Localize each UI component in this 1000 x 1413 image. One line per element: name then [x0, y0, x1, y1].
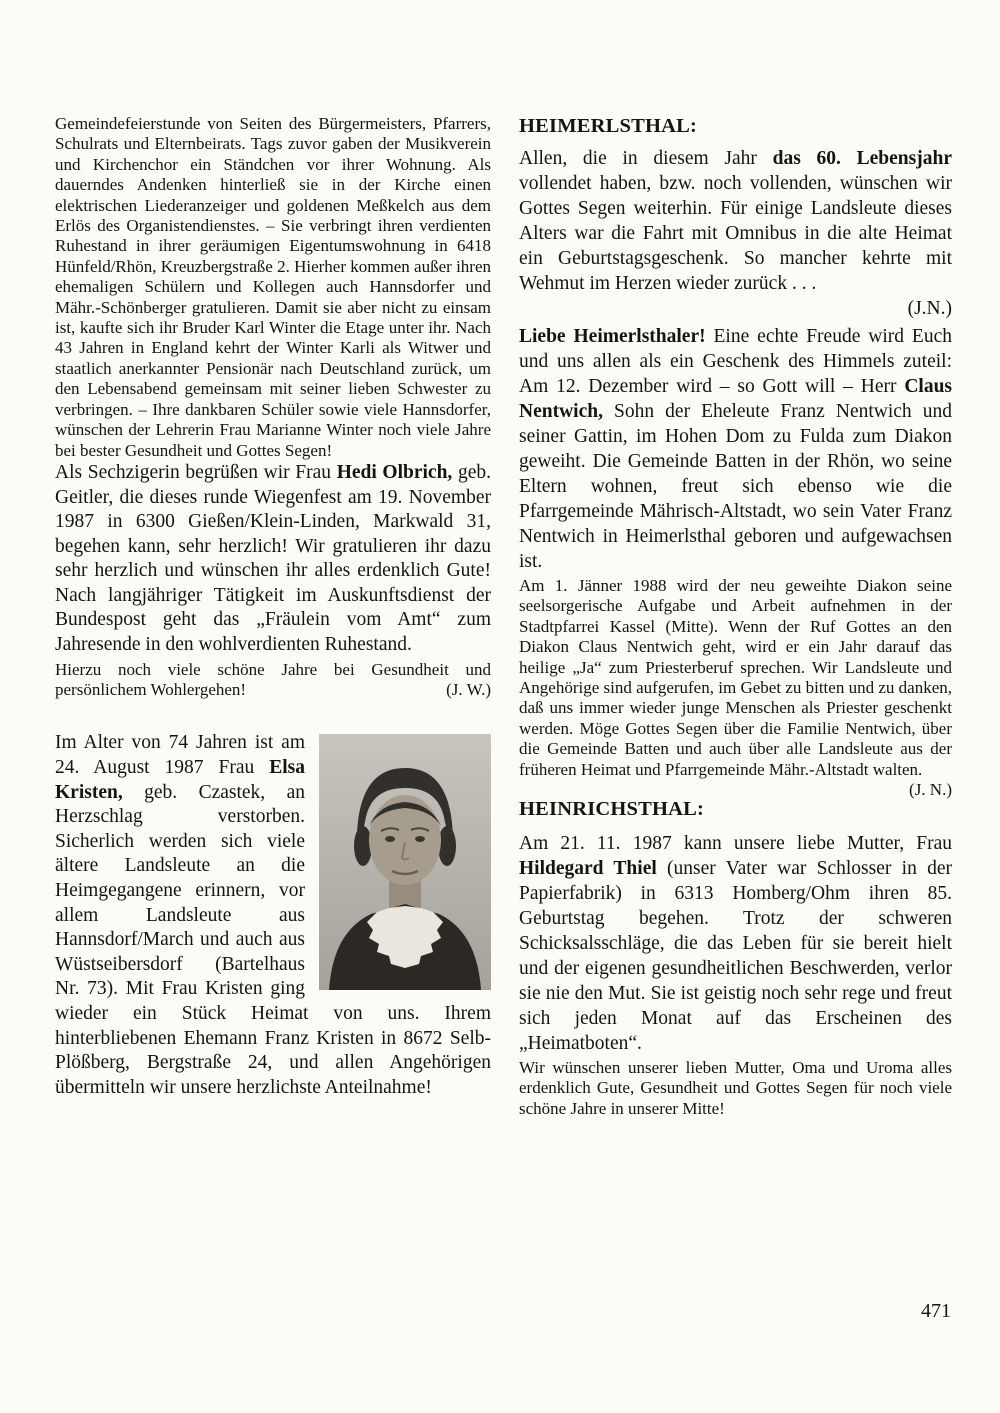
author-initials-jn-2: (J. N.)	[909, 780, 952, 800]
author-initials-line	[519, 296, 952, 321]
right-column	[519, 114, 952, 1119]
paragraph-marianne-winter	[55, 114, 491, 461]
text-run: Hierzu noch viele schöne Jahre bei Gesundheit und persönlichem Wohlergehen!	[55, 659, 491, 700]
text-run: Im Alter von 74 Jahren ist am 24. August 1987 Frau	[55, 732, 305, 779]
paragraph-hedi-olbrich	[55, 461, 491, 658]
page-number: 471	[921, 1300, 951, 1322]
bold-name-hedi-olbrich: Hedi Olbrich,	[336, 461, 453, 483]
text-run: Als Sechzigerin begrüßen wir Frau	[55, 461, 337, 483]
obituary-elsa-kristen	[55, 731, 491, 1100]
text-run: Eine echte Freude wird Euch und uns allen als ein Geschenk des Himmels zuteil: Am 12. Dezember wird – so Gott will – Herr	[519, 326, 952, 397]
section-heading-heinrichsthal: HEINRICHSTHAL:	[519, 798, 705, 821]
paragraph-nentwich	[519, 324, 952, 574]
paragraph-olbrich-wishes	[55, 660, 491, 701]
text-run: Wir wünschen unserer lieben Mutter, Oma und Uroma alles erdenklich Gute, Gesundheit und Gottes Segen für noch viele schöne Jahre in unserer Mitte!	[519, 1058, 952, 1118]
paragraph-nentwich-small	[519, 576, 952, 800]
text-run: Sohn der Eheleute Franz Nentwich und seiner Gattin, im Hohen Dom zu Fulda zum Diakon geweiht. Die Gemeinde Batten in der Rhön, wo seine Eltern wohnen, freut sich ebenso wie die Pfarrgemeinde Mährisch-Altstadt, wo sein Vater Franz Nentwich in Heimerlsthal geboren und aufgewachsen ist.	[519, 401, 952, 572]
left-column	[55, 114, 491, 1119]
bold-name-hildegard-thiel: Hildegard Thiel	[519, 858, 657, 880]
bold-liebe-heimerlsthaler: Liebe Heimerlsthaler!	[519, 326, 706, 347]
bold-60-lebensjahr: das 60. Lebensjahr	[772, 148, 952, 169]
portrait-photo-elsa-kristen	[319, 734, 491, 990]
portrait-illustration	[319, 734, 491, 990]
author-initials-jn: (J.N.)	[907, 298, 952, 319]
text-run: Gemeindefeierstunde von Seiten des Bürgermeisters, Pfarrers, Schulrats und Elternbeirats. Tags zuvor gaben der Musikverein und Kirchenchor ein Ständchen vor ihrer Wohnung. Als dauerndes Andenken hinterließ sie in der Kirche einen elektrischen Liederanzeiger und goldenen Meßkelch aus dem Erlös des Organistendienstes. – Sie verbringt ihren verdienten Ruhestand in ihrer geräumigen Eigentumswohnung in 6418 Hünfeld/Rhön, Kreuzbergstraße 2. Hierher kommen außer ihren ehemaligen Schülern und Kollegen auch Hannsdorfer und Mähr.-Schönberger gratulieren. Damit sie aber nicht zu einsam ist, kaufte sich ihr Bruder Karl Winter die Etage unter ihr. Nach 43 Jahren in England kehrt der Winter Karli als Witwer und staatlich anerkannter Pensionär nach Deutschland zurück, um den Lebensabend gemeinsam mit seiner lieben Schwester zu verbringen. – Ihre dankbaren Schüler sowie viele Hannsdorfer, wünschen der Lehrerin Frau Marianne Winter noch viele Jahre bei bester Gesundheit und Gottes Segen!	[55, 114, 491, 460]
text-run: Am 21. 11. 1987 kann unsere liebe Mutter, Frau	[519, 833, 952, 855]
bold-name-claus-nentwich: Claus Nentwich,	[519, 376, 952, 422]
section-heading-heimerlsthal: HEIMERLSTHAL:	[519, 115, 698, 137]
text-run: Am 1. Jänner 1988 wird der neu geweihte Diakon seine seelsorgerische Aufgabe und Arbeit aufnehmen in der Stadtpfarrei Kassel (Mitte). Wenn der Ruf Gottes an den Diakon Claus Nentwich geht, wird er ein Jahr darauf das heilige „Ja“ zum Priesterberuf sprechen. Wir Landsleute und Angehörige sind aufgerufen, im Gebet zu bitten und zu danken, daß uns immer wieder junge Menschen als Priester geschenkt werden. Möge Gottes Segen über die Familie Nentwich, über die Gemeinde Batten und auch über alle Landsleute aus der früheren Heimat und Pfarrgemeinde Mähr.-Altstadt walten.	[519, 576, 952, 779]
text-run: geb. Czastek, an Herzschlag verstorben. Sicherlich werden sich viele ältere Landsleute an die Heimgegangene erinnern, vor allem Landsleute aus Hannsdorf/March und auch aus Wüstseibersdorf (Bartelhaus Nr. 73). Mit Frau Kristen ging wieder ein Stück Heimat von uns. Ihrem hinterbliebenen Ehemann Franz Kristen in 8672 Selb-Plößberg, Bergstraße 24, und allen Angehörigen übermitteln wir unsere herzlichste Anteilnahme!	[55, 781, 491, 1098]
paragraph-thiel-small	[519, 1058, 952, 1119]
text-run: vollendet haben, bzw. noch vollenden, wünschen wir Gottes Segen weiterhin. Für einige Landsleute dieses Alters war die Fahrt mit Omnibus in die alte Heimat ein Geburtstagsgeschenk. So mancher kehrte mit Wehmut im Herzen wieder zurück . . .	[519, 173, 952, 294]
paragraph-thiel	[519, 831, 952, 1056]
author-initials-jw: (J. W.)	[446, 680, 491, 700]
bold-name-elsa-kristen: Elsa Kristen,	[55, 757, 305, 803]
page-content	[55, 114, 952, 1119]
paragraph-heimerlsthal	[519, 146, 952, 296]
text-run: Allen, die in diesem Jahr	[519, 148, 773, 169]
text-run: geb. Geitler, die dieses runde Wiegenfest am 19. November 1987 in 6300 Gießen/Klein-Linden, Markwald 31, begehen kann, sehr herzlich! Wir gratulieren ihr dazu sehr herzlich und wünschen ihr alles erdenklich Gute! Nach langjähriger Tätigkeit im Auskunftsdienst der Bundespost geht das „Fräulein vom Amt“ zum Jahresende in den wohlverdienten Ruhestand.	[55, 461, 491, 656]
text-run: (unser Vater war Schlosser in der Papierfabrik) in 6313 Homberg/Ohm ihren 85. Geburtstag begehen. Trotz der schweren Schicksalsschläge, die das Leben für sie bereit hielt und der eigenen gesundheitlichen Beschwerden, verlor sie nie den Mut. Sie ist geistig noch sehr rege und freut sich jeden Monat auf das Erscheinen des „Heimatboten“.	[519, 858, 953, 1055]
